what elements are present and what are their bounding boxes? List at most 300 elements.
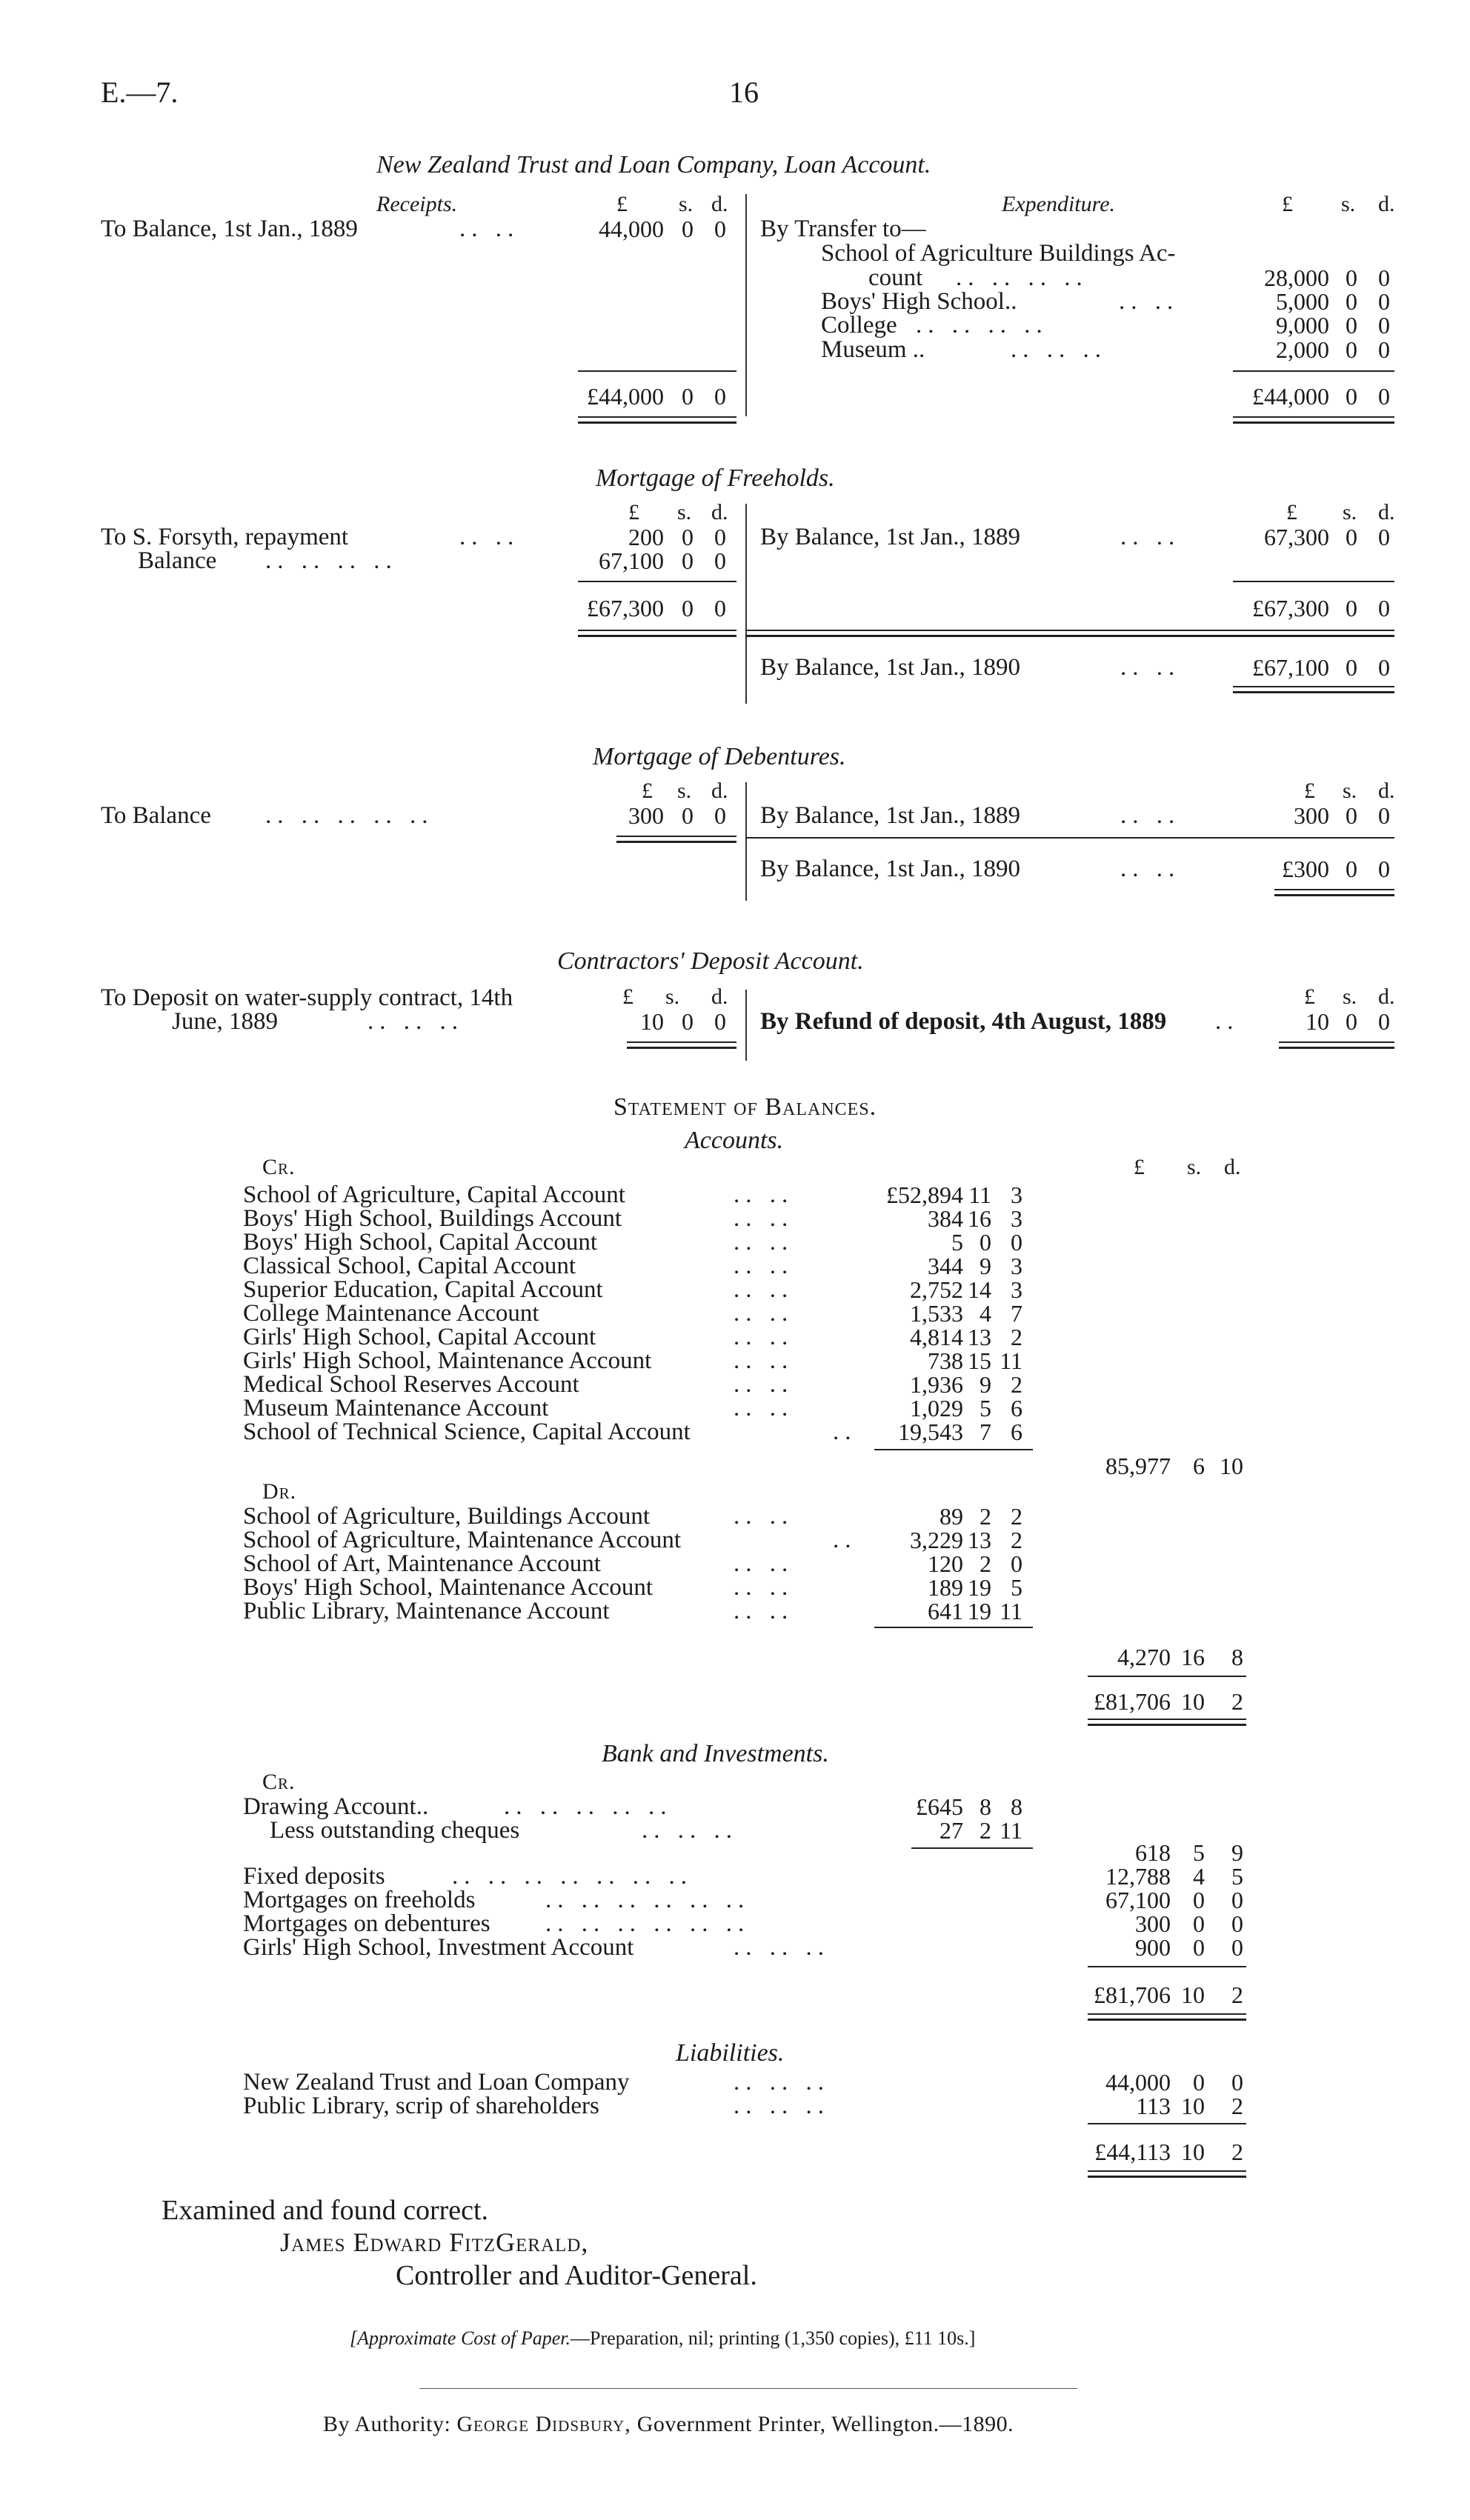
freeholds-left-label: Balance: [138, 547, 217, 574]
contractors-left-s: 0: [682, 1008, 694, 1035]
invest-dots: .. .. .. .. .. .. ..: [452, 1863, 693, 1890]
freeholds-right-d: 0: [1378, 524, 1390, 550]
trust-right-s: 0: [1346, 336, 1357, 363]
cr-row-s: 0: [980, 1229, 991, 1256]
cr-row-d: 2: [1011, 1324, 1022, 1350]
liab-row-pounds: 113: [1136, 2093, 1171, 2119]
trust-title: New Zealand Trust and Loan Company, Loan Account.: [376, 151, 931, 179]
dr-row-s: 19: [968, 1574, 991, 1601]
col-d-r: d.: [1378, 779, 1395, 803]
contractors-left-label2: June, 1889: [172, 1008, 278, 1035]
debentures-after-dots: .. ..: [1120, 856, 1181, 882]
contractors-right-label: By Refund of deposit, 4th August, 1889: [760, 1008, 1167, 1035]
trust-right-label: Museum ..: [821, 336, 925, 363]
col-s: s.: [679, 192, 694, 216]
debentures-left-d: 0: [714, 802, 726, 829]
debentures-after-d: 0: [1378, 856, 1390, 882]
rule: [874, 1627, 1033, 1628]
dr-row-s: 2: [980, 1503, 991, 1530]
cr-row-pounds: 4,814: [910, 1324, 963, 1350]
col-s: s.: [1187, 1155, 1202, 1179]
cr-row-label: School of Technical Science, Capital Account: [243, 1419, 691, 1445]
liab-row-s: 10: [1181, 2093, 1205, 2119]
debentures-right-d: 0: [1378, 802, 1390, 829]
trust-right-d: 0: [1378, 288, 1390, 315]
dr-dots: .. ..: [734, 1503, 794, 1530]
dr-total-pounds: 4,270: [1117, 1644, 1171, 1670]
auditor-role: Controller and Auditor-General.: [396, 2260, 757, 2291]
col-l-r: £: [1304, 779, 1315, 803]
cr-row-s: 4: [980, 1300, 991, 1327]
debentures-right-label: By Balance, 1st Jan., 1889: [760, 802, 1021, 829]
dr-row-pounds: 3,229: [910, 1527, 963, 1553]
trust-left-dots: .. ..: [459, 216, 520, 242]
debentures-after-s: 0: [1346, 856, 1357, 882]
freeholds-total-d: 0: [1378, 595, 1390, 621]
cr-row-pounds: £52,894: [886, 1181, 963, 1208]
col-d: d.: [711, 779, 728, 803]
dr-total-s: 16: [1181, 1644, 1205, 1670]
authority-label: By Authority:: [323, 2412, 451, 2436]
freeholds-total-d: 0: [714, 595, 726, 621]
freeholds-total-left: £67,300: [587, 595, 664, 621]
cr-row-d: 3: [1011, 1181, 1022, 1208]
freeholds-after-s: 0: [1346, 654, 1357, 681]
trust-right-pounds: 5,000: [1276, 288, 1329, 315]
trust-left-label: To Balance, 1st Jan., 1889: [101, 216, 358, 242]
dr-row-label: Public Library, Maintenance Account: [243, 1598, 610, 1624]
bank-row-d: 8: [1011, 1793, 1022, 1820]
double-rule: [1233, 686, 1394, 693]
dr-row-d: 2: [1011, 1527, 1022, 1553]
invest-row-d: 0: [1231, 1934, 1243, 1961]
bank-net-pounds: 618: [1135, 1839, 1171, 1866]
liab-total-pounds: £44,113: [1094, 2139, 1171, 2165]
cr-row-pounds: 384: [928, 1205, 963, 1232]
trust-right-label: Boys' High School..: [821, 288, 1017, 315]
freeholds-left-s: 0: [682, 547, 694, 574]
rule: [745, 837, 1394, 839]
trust-divider: [745, 194, 747, 416]
cr-row-pounds: 1,936: [910, 1371, 963, 1398]
double-rule: [1088, 2170, 1246, 2178]
trust-left-pounds: 44,000: [599, 216, 664, 242]
cost-note: [350, 2327, 975, 2350]
dr-row-label: Boys' High School, Maintenance Account: [243, 1574, 653, 1601]
cr-row-label: School of Agriculture, Capital Account: [243, 1181, 625, 1208]
cr-row-label: Medical School Reserves Account: [243, 1371, 579, 1398]
debentures-right-s: 0: [1346, 802, 1357, 829]
trust-right-d: 0: [1378, 312, 1390, 339]
cost-note-tail: —Preparation, nil; printing (1,350 copies), £11 10s.]: [571, 2327, 976, 2349]
col-d: d.: [711, 984, 728, 1009]
col-l-r: £: [1286, 500, 1297, 524]
double-rule: [1088, 2013, 1246, 2021]
dr-row-s: 19: [968, 1598, 991, 1624]
trust-left-s: 0: [682, 216, 694, 242]
col-d-r: d.: [1378, 500, 1395, 524]
dr-row-pounds: 641: [928, 1598, 963, 1624]
footer-rule: [419, 2388, 1077, 2389]
rule: [911, 1847, 1033, 1849]
invest-row-d: 0: [1231, 1910, 1243, 1937]
dr-row-pounds: 89: [939, 1503, 963, 1530]
debentures-divider: [745, 782, 747, 901]
dr-row-label: School of Art, Maintenance Account: [243, 1550, 601, 1577]
cr-dots: .. ..: [734, 1253, 794, 1279]
freeholds-left-pounds: 200: [628, 524, 664, 550]
cr-row-s: 15: [968, 1347, 991, 1374]
bank-dots: .. .. ..: [642, 1817, 738, 1844]
debentures-left-dots: .. .. .. .. ..: [265, 802, 434, 829]
liab-dots: .. .. ..: [734, 2069, 830, 2096]
invest-row-s: 0: [1193, 1934, 1205, 1961]
col-d: d.: [711, 192, 728, 216]
cr-dots: .. ..: [734, 1300, 794, 1327]
cr-row-d: 0: [1011, 1229, 1022, 1256]
dr-dots: .. ..: [734, 1574, 794, 1601]
trust-right-s: 0: [1346, 264, 1357, 291]
dr-row-label: School of Agriculture, Maintenance Account: [243, 1527, 682, 1553]
cr-row-s: 9: [980, 1371, 991, 1398]
cr-dots: .. ..: [734, 1371, 794, 1398]
dr-dots: .. ..: [734, 1550, 794, 1577]
freeholds-left-d: 0: [714, 547, 726, 574]
trust-right-label2: count: [868, 264, 923, 291]
invest-dots: .. .. ..: [734, 1934, 830, 1961]
contractors-title: Contractors' Deposit Account.: [557, 947, 864, 975]
dr-dots: ..: [833, 1527, 857, 1553]
invest-row-pounds: 300: [1135, 1910, 1171, 1937]
cr-row-pounds: 5: [951, 1229, 963, 1256]
cr-row-s: 13: [968, 1324, 991, 1350]
trust-right-d: 0: [1378, 336, 1390, 363]
bank-title: Bank and Investments.: [602, 1740, 829, 1767]
bank-net-s: 5: [1193, 1839, 1205, 1866]
debentures-after-pounds: £300: [1282, 856, 1329, 882]
cr-dots: .. ..: [734, 1347, 794, 1374]
freeholds-right-dots: .. ..: [1120, 524, 1181, 550]
cr-row-label: College Maintenance Account: [243, 1300, 539, 1327]
cr-row-pounds: 1,029: [910, 1395, 963, 1421]
dr-row-d: 2: [1011, 1503, 1022, 1530]
dr-row-d: 5: [1011, 1574, 1022, 1601]
contractors-right-d: 0: [1378, 1008, 1390, 1035]
trust-receipts-head: Receipts.: [376, 192, 458, 216]
cr-total-d: 10: [1220, 1453, 1243, 1479]
double-rule: [1088, 1719, 1246, 1726]
cr-row-d: 6: [1011, 1395, 1022, 1421]
trust-right-dots: .. .. .. ..: [916, 312, 1048, 339]
invest-dots: .. .. .. .. .. ..: [545, 1910, 751, 1937]
dr-row-label: School of Agriculture, Buildings Account: [243, 1503, 651, 1530]
bank-row-label: Less outstanding cheques: [270, 1817, 520, 1844]
double-rule: [1279, 1041, 1394, 1049]
cr-row-d: 6: [1011, 1419, 1022, 1445]
dr-row-d: 11: [1000, 1598, 1022, 1624]
freeholds-title: Mortgage of Freeholds.: [596, 464, 835, 492]
trust-left-d: 0: [714, 216, 726, 242]
authority-line: [323, 2412, 1014, 2437]
cr-row-label: Girls' High School, Capital Account: [243, 1324, 596, 1350]
dr-row-pounds: 189: [928, 1574, 963, 1601]
liab-row-d: 0: [1231, 2069, 1243, 2096]
rule: [1088, 1966, 1246, 1967]
liab-row-pounds: 44,000: [1105, 2069, 1171, 2096]
liab-total-d: 2: [1231, 2139, 1243, 2165]
freeholds-left-dots: .. ..: [459, 524, 520, 550]
trust-right-label: School of Agriculture Buildings Ac-: [821, 240, 1176, 267]
cr-row-s: 7: [980, 1419, 991, 1445]
bank-net-d: 9: [1231, 1839, 1243, 1866]
cr-row-s: 14: [968, 1276, 991, 1303]
accounts-title: Accounts.: [685, 1127, 784, 1154]
bank-total-s: 10: [1181, 1981, 1205, 2008]
cr-dots: .. ..: [734, 1205, 794, 1232]
cr-row-s: 9: [980, 1253, 991, 1279]
debentures-left-pounds: 300: [628, 802, 664, 829]
col-l: £: [628, 500, 639, 524]
cr-row-d: 3: [1011, 1205, 1022, 1232]
examined-text: Examined and found correct.: [162, 2195, 489, 2226]
dr-dots: .. ..: [734, 1598, 794, 1624]
col-s-r: s.: [1341, 192, 1356, 216]
cr-row-d: 3: [1011, 1276, 1022, 1303]
cr-row-label: Boys' High School, Capital Account: [243, 1229, 598, 1256]
trust-right-s: 0: [1346, 288, 1357, 315]
freeholds-right-s: 0: [1346, 524, 1357, 550]
trust-total-d: 0: [1378, 383, 1390, 410]
double-rule: [578, 630, 736, 637]
double-rule: [616, 836, 736, 843]
freeholds-right-label: By Balance, 1st Jan., 1889: [760, 524, 1021, 550]
dr-row-s: 13: [968, 1527, 991, 1553]
freeholds-total-s: 0: [1346, 595, 1357, 621]
accounts-grand-s: 10: [1181, 1688, 1205, 1715]
trust-right-pounds: 2,000: [1276, 336, 1329, 363]
invest-row-label: Mortgages on debentures: [243, 1910, 490, 1937]
invest-row-pounds: 12,788: [1105, 1863, 1171, 1890]
dr-label: Dr.: [262, 1479, 297, 1504]
invest-row-s: 0: [1193, 1910, 1205, 1937]
trust-right-s: 0: [1346, 312, 1357, 339]
col-l-r: £: [1304, 984, 1315, 1009]
cr-dots: .. ..: [734, 1181, 794, 1208]
bank-row-s: 8: [980, 1793, 991, 1820]
freeholds-after-dots: .. ..: [1120, 654, 1181, 681]
freeholds-left-d: 0: [714, 524, 726, 550]
col-d-r: d.: [1378, 192, 1395, 216]
trust-total-left: £44,000: [587, 383, 664, 410]
trust-right-dots: .. .. ..: [1011, 336, 1107, 363]
col-l-r: £: [1282, 192, 1293, 216]
freeholds-after-label: By Balance, 1st Jan., 1890: [760, 654, 1021, 681]
cr-row-pounds: 1,533: [910, 1300, 963, 1327]
cr-row-label: Boys' High School, Buildings Account: [243, 1205, 622, 1232]
liab-row-s: 0: [1193, 2069, 1205, 2096]
col-s-r: s.: [1343, 984, 1357, 1009]
col-s: s.: [677, 500, 692, 524]
trust-total-right: £44,000: [1252, 383, 1329, 410]
debentures-after-label: By Balance, 1st Jan., 1890: [760, 856, 1021, 882]
rule: [1088, 1676, 1246, 1677]
page-number: 16: [729, 76, 759, 109]
invest-dots: .. .. .. .. .. ..: [545, 1887, 751, 1913]
trust-right-pounds: 28,000: [1264, 264, 1329, 291]
col-l: £: [616, 192, 628, 216]
cr-total-s: 6: [1193, 1453, 1205, 1479]
dr-row-d: 0: [1011, 1550, 1022, 1577]
freeholds-total-s: 0: [682, 595, 694, 621]
bank-row-pounds: £645: [916, 1793, 963, 1820]
cr-row-d: 2: [1011, 1371, 1022, 1398]
rule: [1233, 581, 1394, 582]
col-s: s.: [677, 779, 692, 803]
freeholds-left-s: 0: [682, 524, 694, 550]
rule: [578, 370, 736, 372]
debentures-left-label: To Balance: [101, 802, 211, 829]
bank-row-pounds: 27: [939, 1817, 963, 1844]
double-rule: [1274, 889, 1394, 896]
bank-total-d: 2: [1231, 1981, 1243, 2008]
liab-dots: .. .. ..: [734, 2093, 830, 2119]
rule: [1088, 2123, 1246, 2124]
trust-expenditure-head: Expenditure.: [1002, 192, 1116, 216]
debentures-right-dots: .. ..: [1120, 802, 1181, 829]
printer-tail: Government Printer, Wellington.—1890.: [636, 2412, 1014, 2436]
trust-right-dots: .. ..: [1119, 288, 1180, 315]
cr-row-s: 11: [968, 1181, 991, 1208]
contractors-left-dots: .. .. ..: [368, 1008, 464, 1035]
page-ref: E.—7.: [101, 76, 179, 109]
col-d: d.: [711, 500, 728, 524]
cr-total-pounds: 85,977: [1105, 1453, 1171, 1479]
bank-dots: .. .. .. .. ..: [504, 1793, 673, 1820]
debentures-left-s: 0: [682, 802, 694, 829]
cr-dots: .. ..: [734, 1276, 794, 1303]
printer-name: George Didsbury,: [456, 2412, 631, 2436]
trust-total-d: 0: [714, 383, 726, 410]
col-s: s.: [665, 984, 680, 1009]
col-l: £: [622, 984, 633, 1009]
freeholds-left-pounds: 67,100: [599, 547, 664, 574]
dr-row-pounds: 120: [928, 1550, 963, 1577]
contractors-divider: [745, 990, 747, 1061]
trust-total-s: 0: [682, 383, 694, 410]
freeholds-right-pounds: 67,300: [1264, 524, 1329, 550]
cr-row-s: 16: [968, 1205, 991, 1232]
cr-row-d: 7: [1011, 1300, 1022, 1327]
cr-row-s: 5: [980, 1395, 991, 1421]
trust-right-pounds: 9,000: [1276, 312, 1329, 339]
invest-row-label: Girls' High School, Investment Account: [243, 1934, 634, 1961]
cr-dots: .. ..: [734, 1229, 794, 1256]
invest-row-label: Fixed deposits: [243, 1863, 385, 1890]
liab-title: Liabilities.: [676, 2039, 785, 2067]
freeholds-after-pounds: £67,100: [1252, 654, 1329, 681]
freeholds-total-right: £67,300: [1252, 595, 1329, 621]
cr-row-pounds: 2,752: [910, 1276, 963, 1303]
cost-note-lead: [Approximate Cost of Paper.: [350, 2327, 571, 2349]
invest-row-d: 5: [1231, 1863, 1243, 1890]
double-rule: [627, 1041, 736, 1049]
contractors-left-label: To Deposit on water-supply contract, 14th: [101, 984, 513, 1011]
col-d: d.: [1224, 1155, 1241, 1179]
bank-total-pounds: £81,706: [1094, 1981, 1171, 2008]
col-d-r: d.: [1378, 984, 1395, 1009]
col-l: £: [642, 779, 653, 803]
cr-row-label: Girls' High School, Maintenance Account: [243, 1347, 652, 1374]
freeholds-left-label: To S. Forsyth, repayment: [101, 524, 349, 550]
cr-row-pounds: 738: [928, 1347, 963, 1374]
debentures-title: Mortgage of Debentures.: [593, 743, 846, 770]
invest-row-s: 0: [1193, 1887, 1205, 1913]
freeholds-divider: [745, 504, 747, 704]
freeholds-after-d: 0: [1378, 654, 1390, 681]
liab-row-label: New Zealand Trust and Loan Company: [243, 2069, 630, 2096]
cr-row-label: Superior Education, Capital Account: [243, 1276, 603, 1303]
bank-row-s: 2: [980, 1817, 991, 1844]
bank-row-d: 11: [1000, 1817, 1022, 1844]
cr-row-pounds: 19,543: [898, 1419, 963, 1445]
rule: [874, 1449, 1033, 1450]
cr-label: Cr.: [262, 1155, 296, 1179]
dr-row-s: 2: [980, 1550, 991, 1577]
double-rule: [578, 416, 736, 424]
trust-total-s: 0: [1346, 383, 1357, 410]
invest-row-pounds: 900: [1135, 1934, 1171, 1961]
trust-right-dots: .. .. .. ..: [956, 264, 1088, 291]
liab-row-label: Public Library, scrip of shareholders: [243, 2093, 599, 2119]
contractors-right-s: 0: [1346, 1008, 1357, 1035]
col-l: £: [1134, 1155, 1145, 1179]
contractors-left-d: 0: [714, 1008, 726, 1035]
freeholds-left-dots: .. .. .. ..: [265, 547, 398, 574]
debentures-right-pounds: 300: [1294, 802, 1329, 829]
contractors-right-pounds: 10: [1306, 1008, 1329, 1035]
balances-title: Statement of Balances.: [613, 1093, 877, 1121]
bank-cr-label: Cr.: [262, 1770, 296, 1794]
col-s-r: s.: [1343, 779, 1357, 803]
cr-row-label: Museum Maintenance Account: [243, 1395, 549, 1421]
col-s-r: s.: [1343, 500, 1357, 524]
cr-row-pounds: 344: [928, 1253, 963, 1279]
trust-right-label: College: [821, 312, 897, 339]
invest-row-d: 0: [1231, 1887, 1243, 1913]
contractors-right-dots: ..: [1215, 1008, 1240, 1035]
liab-row-d: 2: [1231, 2093, 1243, 2119]
invest-row-s: 4: [1193, 1863, 1205, 1890]
invest-row-pounds: 67,100: [1105, 1887, 1171, 1913]
invest-row-label: Mortgages on freeholds: [243, 1887, 476, 1913]
bank-row-label: Drawing Account..: [243, 1793, 429, 1820]
rule: [578, 581, 736, 582]
auditor-name: James Edward FitzGerald,: [280, 2227, 589, 2257]
cr-dots: ..: [833, 1419, 857, 1445]
accounts-grand-pounds: £81,706: [1094, 1688, 1171, 1715]
cr-dots: .. ..: [734, 1324, 794, 1350]
cr-dots: .. ..: [734, 1395, 794, 1421]
accounts-grand-d: 2: [1231, 1688, 1243, 1715]
trust-right-d: 0: [1378, 264, 1390, 291]
dr-total-d: 8: [1231, 1644, 1243, 1670]
double-rule: [1233, 416, 1394, 424]
double-rule: [745, 630, 1394, 637]
cr-row-d: 3: [1011, 1253, 1022, 1279]
rule: [1233, 370, 1394, 372]
liab-total-s: 10: [1181, 2139, 1205, 2165]
contractors-left-pounds: 10: [640, 1008, 664, 1035]
